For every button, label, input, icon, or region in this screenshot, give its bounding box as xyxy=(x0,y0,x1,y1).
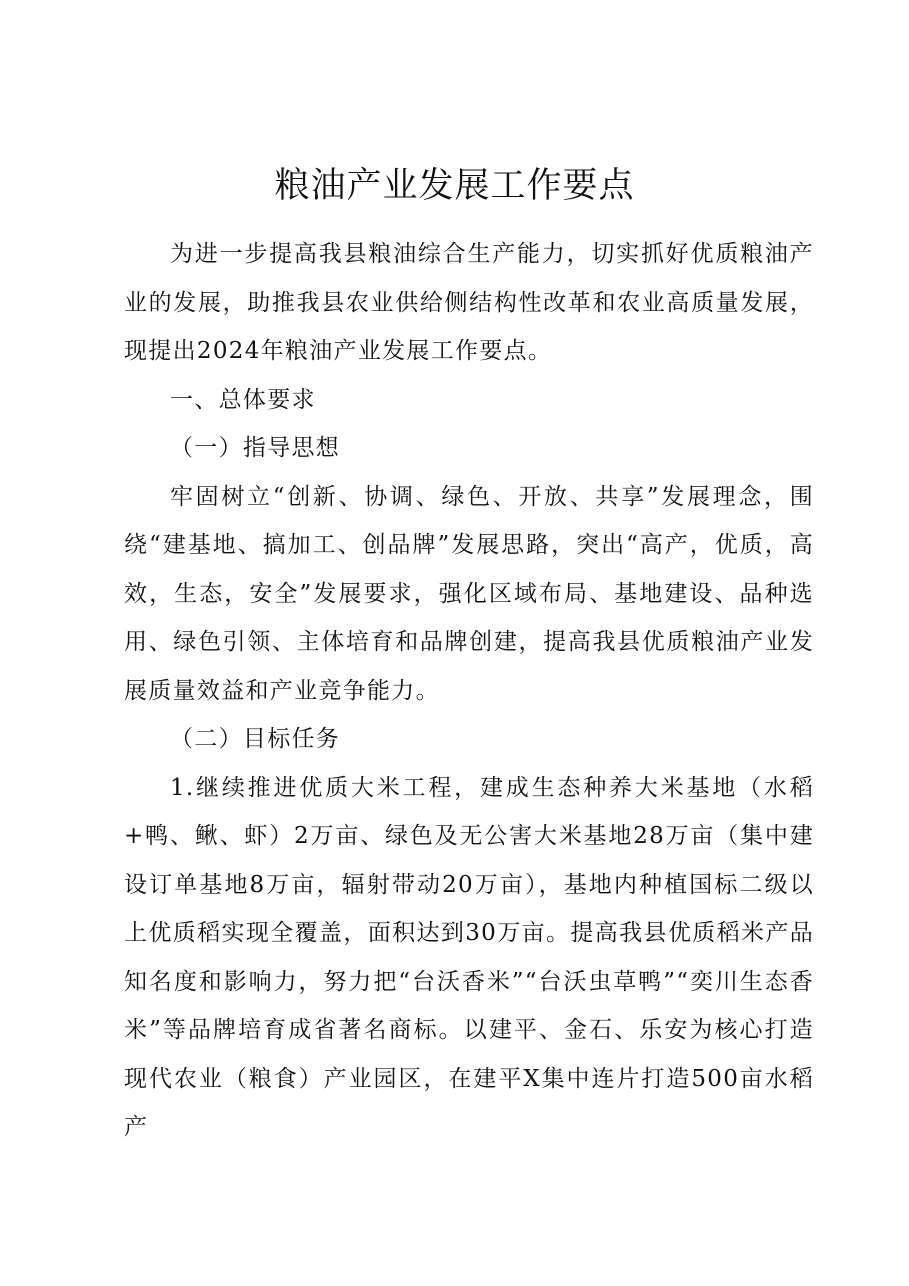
goal-item-1-paragraph: 1.继续推进优质大米工程，建成生态种养大米基地（水稻+鸭、鳅、虾）2万亩、绿色及无公害大米基地28万亩（集中建设订单基地8万亩，辐射带动20万亩），基地内种植国标二级以上优质稻实现全覆盖，面积达到30万亩。提高我县优质稻米产品知名度和影响力，努力把“台沃香米”“台沃虫草鸭”“奕川生态香米”等品牌培育成省著名商标。以建平、金石、乐安为核心打造现代农业（粮食）产业园区，在建平X集中连片打造500亩水稻产 xyxy=(124,774,814,1140)
document-title: 粮油产业发展工作要点 xyxy=(274,166,635,206)
intro-paragraph: 为进一步提高我县粮油综合生产能力，切实抓好优质粮油产业的发展，助推我县农业供给侧结构性改革和农业高质量发展，现提出2024年粮油产业发展工作要点。 xyxy=(124,241,814,364)
subheading-goals-tasks: （二）目标任务 xyxy=(170,726,341,752)
subheading-guiding-ideology: （一）指导思想 xyxy=(170,435,341,461)
document-body xyxy=(124,230,814,1152)
section-heading-general-requirements: 一、总体要求 xyxy=(170,386,316,413)
guiding-ideology-paragraph: 牢固树立“创新、协调、绿色、开放、共享”发展理念，围绕“建基地、搞加工、创品牌”发展思路，突出“高产，优质，高效，生态，安全”发展要求，强化区域布局、基地建设、品种选用、绿色引领、主体培育和品牌创建，提高我县优质粮油产业发展质量效益和产业竞争能力。 xyxy=(124,483,814,704)
